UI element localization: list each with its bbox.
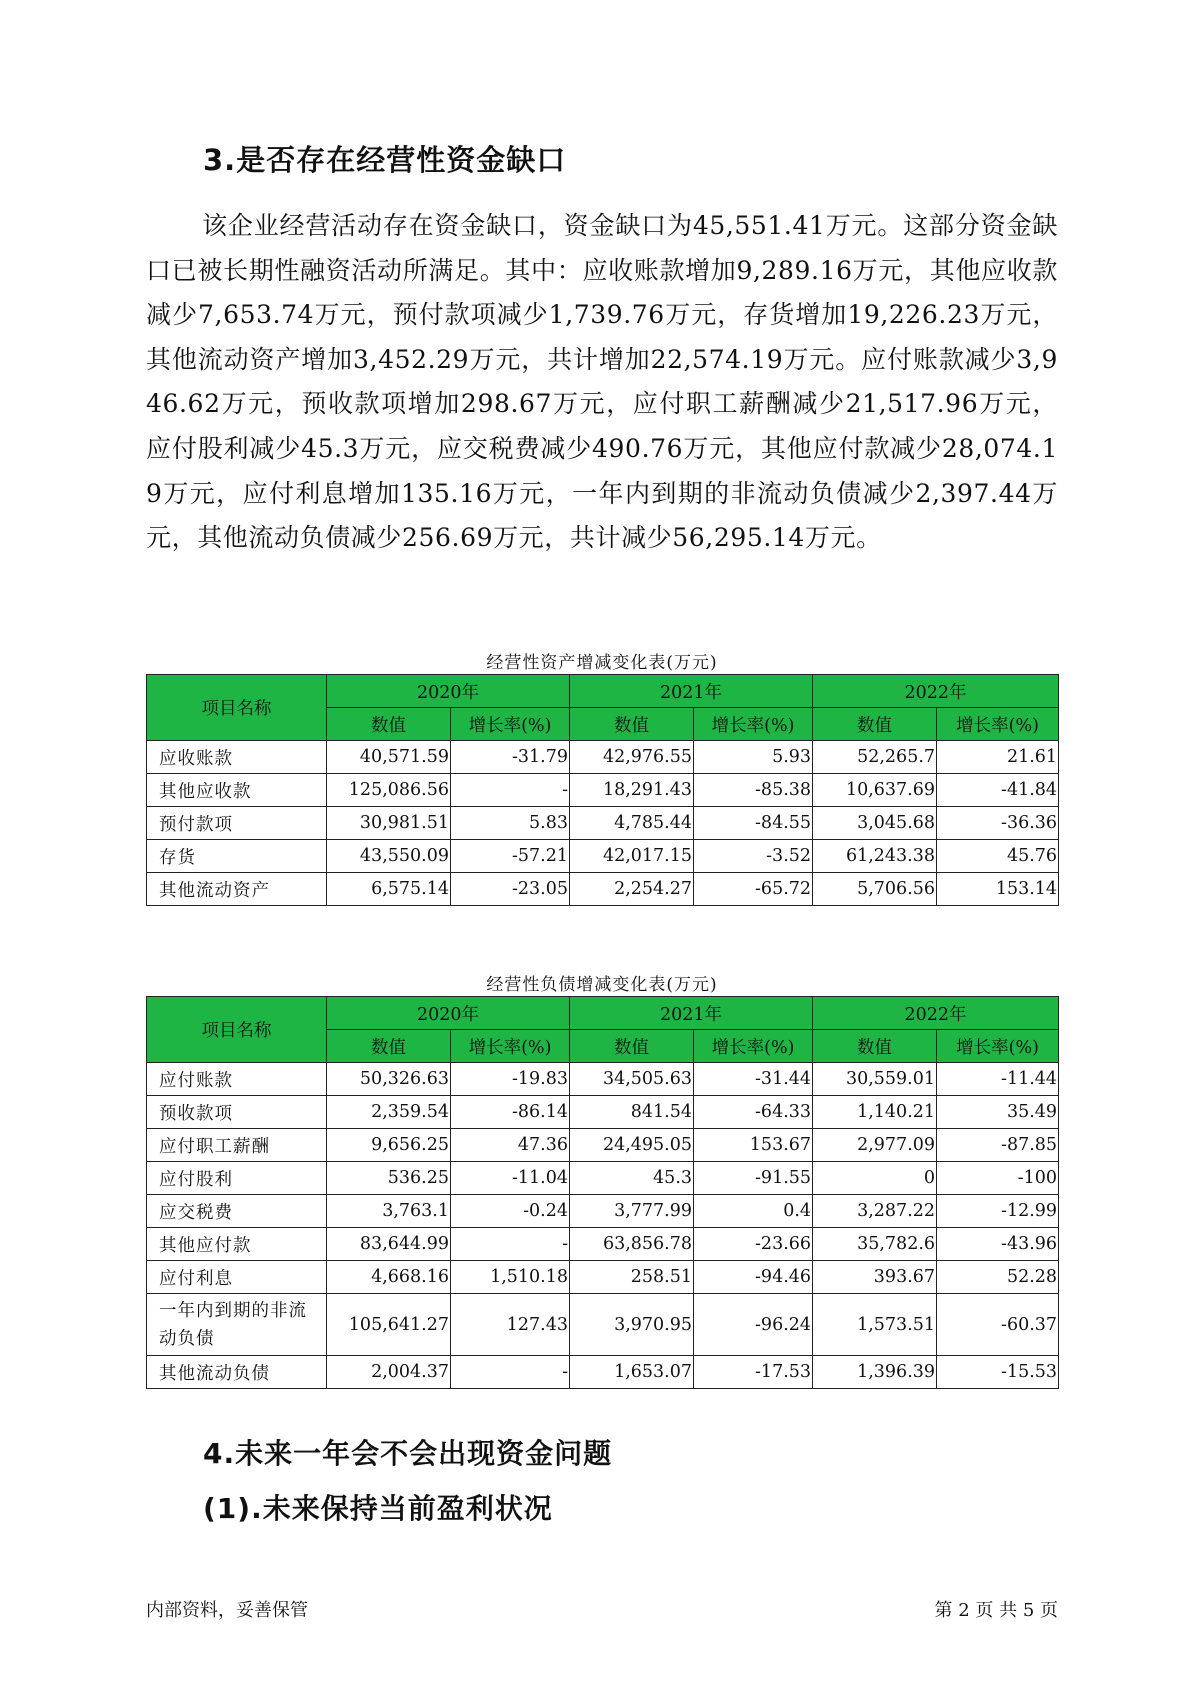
value-cell: 50,326.63 <box>327 1063 451 1096</box>
growth-rate-cell: - <box>451 1228 570 1261</box>
row-item-name: 预收款项 <box>147 1096 327 1129</box>
growth-rate-cell: -86.14 <box>451 1096 570 1129</box>
growth-rate-header: 增长率(%) <box>937 708 1059 741</box>
value-cell: 3,777.99 <box>570 1195 694 1228</box>
assets-table-caption: 经营性资产增减变化表(万元) <box>486 653 718 673</box>
footer-confidential-note: 内部资料，妥善保管 <box>146 1600 308 1621</box>
value-cell: 42,976.55 <box>570 741 694 774</box>
growth-rate-cell: -15.53 <box>937 1356 1059 1389</box>
value-cell: 45.3 <box>570 1162 694 1195</box>
growth-rate-cell: -84.55 <box>694 807 813 840</box>
value-cell: 125,086.56 <box>327 774 451 807</box>
table-row <box>147 774 1059 807</box>
table-row <box>147 1129 1059 1162</box>
table-row <box>147 1195 1059 1228</box>
growth-rate-cell: -11.04 <box>451 1162 570 1195</box>
value-cell: 34,505.63 <box>570 1063 694 1096</box>
growth-rate-cell: -31.44 <box>694 1063 813 1096</box>
growth-rate-cell: -3.52 <box>694 840 813 873</box>
growth-rate-cell: -23.66 <box>694 1228 813 1261</box>
value-cell: 1,573.51 <box>813 1294 937 1356</box>
section-4-heading: 4.未来一年会不会出现资金问题 <box>203 1437 613 1470</box>
growth-rate-cell: -65.72 <box>694 873 813 906</box>
value-cell: 841.54 <box>570 1096 694 1129</box>
row-item-name: 应收账款 <box>147 741 327 774</box>
value-cell: 4,668.16 <box>327 1261 451 1294</box>
value-cell: 3,287.22 <box>813 1195 937 1228</box>
value-header: 数值 <box>570 708 694 741</box>
value-cell: 105,641.27 <box>327 1294 451 1356</box>
value-cell: 42,017.15 <box>570 840 694 873</box>
growth-rate-cell: 45.76 <box>937 840 1059 873</box>
value-cell: 258.51 <box>570 1261 694 1294</box>
growth-rate-cell: -64.33 <box>694 1096 813 1129</box>
growth-rate-header: 增长率(%) <box>451 1030 570 1063</box>
growth-rate-cell: -57.21 <box>451 840 570 873</box>
growth-rate-cell: 153.14 <box>937 873 1059 906</box>
growth-rate-cell: -12.99 <box>937 1195 1059 1228</box>
growth-rate-cell: 35.49 <box>937 1096 1059 1129</box>
value-cell: 30,981.51 <box>327 807 451 840</box>
value-cell: 63,856.78 <box>570 1228 694 1261</box>
value-cell: 4,785.44 <box>570 807 694 840</box>
growth-rate-cell: 127.43 <box>451 1294 570 1356</box>
row-item-name: 应付利息 <box>147 1261 327 1294</box>
table-row <box>147 873 1059 906</box>
item-name-header: 项目名称 <box>147 997 327 1063</box>
growth-rate-cell: -11.44 <box>937 1063 1059 1096</box>
row-item-name: 应交税费 <box>147 1195 327 1228</box>
value-header: 数值 <box>570 1030 694 1063</box>
growth-rate-cell: 1,510.18 <box>451 1261 570 1294</box>
value-cell: 6,575.14 <box>327 873 451 906</box>
value-cell: 43,550.09 <box>327 840 451 873</box>
value-cell: 52,265.7 <box>813 741 937 774</box>
growth-rate-cell: -100 <box>937 1162 1059 1195</box>
row-item-name: 存货 <box>147 840 327 873</box>
growth-rate-header: 增长率(%) <box>694 708 813 741</box>
assets-table <box>146 674 1059 906</box>
row-item-name: 预付款项 <box>147 807 327 840</box>
table-row <box>147 840 1059 873</box>
growth-rate-cell: 153.67 <box>694 1129 813 1162</box>
liabilities-table-caption: 经营性负债增减变化表(万元) <box>486 975 718 995</box>
row-item-name: 应付账款 <box>147 1063 327 1096</box>
table-row <box>147 1356 1059 1389</box>
value-cell: 24,495.05 <box>570 1129 694 1162</box>
value-cell: 10,637.69 <box>813 774 937 807</box>
growth-rate-cell: -0.24 <box>451 1195 570 1228</box>
table-row <box>147 1294 1059 1356</box>
row-item-name: 其他应收款 <box>147 774 327 807</box>
value-cell: 1,653.07 <box>570 1356 694 1389</box>
value-cell: 3,045.68 <box>813 807 937 840</box>
growth-rate-cell: -94.46 <box>694 1261 813 1294</box>
row-item-name: 其他流动负债 <box>147 1356 327 1389</box>
value-header: 数值 <box>327 1030 451 1063</box>
growth-rate-cell: 21.61 <box>937 741 1059 774</box>
table-row <box>147 741 1059 774</box>
year-header: 2021年 <box>570 675 813 708</box>
growth-rate-header: 增长率(%) <box>451 708 570 741</box>
footer-page-number: 第 2 页 共 5 页 <box>934 1600 1058 1621</box>
growth-rate-cell: 47.36 <box>451 1129 570 1162</box>
growth-rate-cell: -17.53 <box>694 1356 813 1389</box>
year-header: 2020年 <box>327 675 570 708</box>
year-header: 2020年 <box>327 997 570 1030</box>
growth-rate-header: 增长率(%) <box>937 1030 1059 1063</box>
table-row <box>147 1162 1059 1195</box>
growth-rate-cell: -36.36 <box>937 807 1059 840</box>
value-header: 数值 <box>327 708 451 741</box>
year-header: 2022年 <box>813 675 1059 708</box>
row-item-name: 应付职工薪酬 <box>147 1129 327 1162</box>
growth-rate-cell: - <box>451 774 570 807</box>
year-header: 2022年 <box>813 997 1059 1030</box>
value-cell: 30,559.01 <box>813 1063 937 1096</box>
year-header: 2021年 <box>570 997 813 1030</box>
value-cell: 40,571.59 <box>327 741 451 774</box>
value-cell: 2,977.09 <box>813 1129 937 1162</box>
growth-rate-cell: -43.96 <box>937 1228 1059 1261</box>
value-cell: 61,243.38 <box>813 840 937 873</box>
value-cell: 83,644.99 <box>327 1228 451 1261</box>
value-header: 数值 <box>813 708 937 741</box>
growth-rate-header: 增长率(%) <box>694 1030 813 1063</box>
table-row <box>147 1228 1059 1261</box>
growth-rate-cell: -23.05 <box>451 873 570 906</box>
growth-rate-cell: -85.38 <box>694 774 813 807</box>
growth-rate-cell: 52.28 <box>937 1261 1059 1294</box>
item-name-header: 项目名称 <box>147 675 327 741</box>
value-cell: 393.67 <box>813 1261 937 1294</box>
value-cell: 1,140.21 <box>813 1096 937 1129</box>
value-header: 数值 <box>813 1030 937 1063</box>
growth-rate-cell: -87.85 <box>937 1129 1059 1162</box>
growth-rate-cell: 5.83 <box>451 807 570 840</box>
row-item-name: 其他流动资产 <box>147 873 327 906</box>
table-row <box>147 1096 1059 1129</box>
value-cell: 3,970.95 <box>570 1294 694 1356</box>
table-row <box>147 1261 1059 1294</box>
growth-rate-cell: 0.4 <box>694 1195 813 1228</box>
value-cell: 1,396.39 <box>813 1356 937 1389</box>
section-3-paragraph: 该企业经营活动存在资金缺口，资金缺口为45,551.41万元。这部分资金缺口已被长期性融资活动所满足。其中：应收账款增加9,289.16万元，其他应收款减少7,653.74万元，预付款项减少1,739.76万元，存货增加19,226.23万元，其他流动资产增加3,452.29万元，共计增加22,574.19万元。应付账款减少3,946.62万元，预收款项增加298.67万元，应付职工薪酬减少21,517.96万元，应付股利减少45.3万元，应交税费减少490.76万元，其他应付款减少28,074.19万元，应付利息增加135.16万元，一年内到期的非流动负债减少2,397.44万元，其他流动负债减少256.69万元，共计减少56,295.14万元。 <box>146 211 1058 553</box>
row-item-name: 其他应付款 <box>147 1228 327 1261</box>
liabilities-table <box>146 996 1059 1389</box>
value-cell: 2,359.54 <box>327 1096 451 1129</box>
value-cell: 9,656.25 <box>327 1129 451 1162</box>
table-row <box>147 1063 1059 1096</box>
value-cell: 5,706.56 <box>813 873 937 906</box>
table-row <box>147 807 1059 840</box>
value-cell: 536.25 <box>327 1162 451 1195</box>
row-item-name: 应付股利 <box>147 1162 327 1195</box>
section-4-1-heading: (1).未来保持当前盈利状况 <box>203 1492 553 1525</box>
growth-rate-cell: - <box>451 1356 570 1389</box>
value-cell: 2,004.37 <box>327 1356 451 1389</box>
value-cell: 18,291.43 <box>570 774 694 807</box>
value-cell: 0 <box>813 1162 937 1195</box>
growth-rate-cell: -41.84 <box>937 774 1059 807</box>
growth-rate-cell: -91.55 <box>694 1162 813 1195</box>
row-item-name: 一年内到期的非流动负债 <box>147 1294 327 1356</box>
value-cell: 3,763.1 <box>327 1195 451 1228</box>
growth-rate-cell: 5.93 <box>694 741 813 774</box>
section-3-heading: 3.是否存在经营性资金缺口 <box>203 143 567 177</box>
value-cell: 2,254.27 <box>570 873 694 906</box>
value-cell: 35,782.6 <box>813 1228 937 1261</box>
growth-rate-cell: -19.83 <box>451 1063 570 1096</box>
growth-rate-cell: -96.24 <box>694 1294 813 1356</box>
growth-rate-cell: -31.79 <box>451 741 570 774</box>
growth-rate-cell: -60.37 <box>937 1294 1059 1356</box>
